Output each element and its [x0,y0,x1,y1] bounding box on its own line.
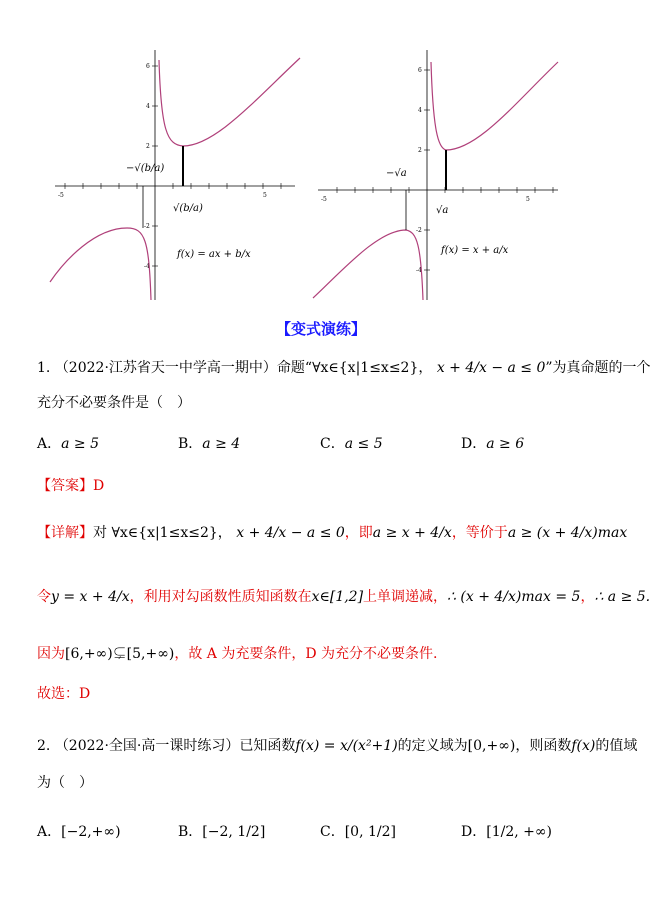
q2-stem-e: ，则函数 [515,738,572,754]
q1-stem-b: x + 4/x − a ≤ 0 [436,360,546,376]
option-text: a ≥ 6 [486,436,525,452]
detail-l1-b: x + 4/x − a ≤ 0 [236,525,345,541]
pos-root-label: √(b/a) [173,203,203,214]
tick-label-y-neg2: -2 [416,227,422,234]
option-label: B． [178,824,203,840]
tick-label-x-pos: 5 [263,192,267,199]
option-text: a ≥ 4 [202,436,241,452]
tick-label-y6: 6 [146,63,150,70]
q2-stem-a: 已知函数 [239,738,296,754]
q1-stem-c: ”为真命题的一个 [545,360,651,376]
detail-l1-e: ，等价于 [451,525,508,541]
option-label: A． [37,436,62,452]
q1-source: （2022·江苏省天一中学高一期中） [54,360,277,376]
tick-label-y4: 4 [146,103,150,110]
q1-option-a [37,433,99,453]
q2-option-d [461,821,552,841]
q1-conclusion: 故选：D [37,686,91,702]
q2-stem-c: 的定义域为 [397,738,468,754]
detail-tag: 【详解】 [37,525,93,541]
detail-l2-h: ∴ a ≥ 5. [594,589,651,605]
detail-l2-e: 上单调递减， [363,589,448,605]
q2-stem-f: f(x) [571,738,596,754]
q2-option-b [178,821,265,841]
graph-left [55,50,305,300]
q2-stem-b: f(x) = x/(x²+1) [295,738,398,754]
q2-number: 2. [37,738,51,754]
tick-label-y2: 2 [418,147,422,154]
curve-branch-positive [431,62,558,150]
q2-stem-line2: 为（ ） [37,775,93,791]
tick-label-y-neg2: -2 [144,223,150,230]
detail-l2-b: y = x + 4/x [51,589,130,605]
tick-label-y-neg4: -4 [144,263,150,270]
answer-tag: 【答案】 [37,478,93,494]
q2-option-c [320,821,396,841]
option-label: D． [461,436,487,452]
detail-l3-c: ，故 A 为充要条件，D 为充分不必要条件. [174,646,438,662]
q1-stem-line1 [37,357,651,377]
detail-l3-b: [6,+∞)⊊[5,+∞) [65,646,175,662]
option-label: D． [461,824,487,840]
curve-branch-negative [50,228,151,300]
formula-label: f(x) = ax + b/x [177,249,251,260]
option-text: [1/2, +∞) [486,824,552,840]
tick-label-y6: 6 [418,67,422,74]
q1-detail-line1 [37,522,627,542]
detail-l1-d: a ≥ x + 4/x [372,525,452,541]
option-text: a ≥ 5 [61,436,100,452]
detail-l1-c: ，即 [344,525,373,541]
detail-l1-a: 对 ∀x∈{x|1≤x≤2}， [93,525,232,541]
graph-right-svg [318,50,568,300]
option-label: C． [320,824,345,840]
option-label: C． [320,436,345,452]
option-label: B． [178,436,203,452]
formula-label: f(x) = x + a/x [441,245,509,256]
tick-label-y2: 2 [146,143,150,150]
option-label: A． [37,824,62,840]
neg-root-label: −√a [386,168,407,179]
q1-detail-line3 [37,643,438,663]
q2-option-a [37,821,121,841]
q1-stem-a: 命题“∀x∈{x|1≤x≤2}， [276,360,433,376]
detail-l1-f: a ≥ (x + 4/x)max [507,525,628,541]
pos-root-label: √a [436,205,449,216]
detail-l2-a: 令 [37,589,51,605]
option-text: [−2,+∞) [61,824,121,840]
detail-l3-a: 因为 [37,646,65,662]
q1-number: 1. [37,360,51,376]
graph-right [318,50,568,300]
curve-branch-negative [313,230,423,300]
q2-source: （2022·全国·高一课时练习） [54,738,240,754]
detail-l2-c: ，利用对勾函数性质知函数在 [129,589,312,605]
q2-stem-d: [0,+∞) [467,738,516,754]
detail-l2-f: ∴ (x + 4/x)max = 5 [447,589,581,605]
neg-root-label: −√(b/a) [126,163,165,174]
q1-answer [37,475,104,495]
q1-stem-line2: 充分不必要条件是（ ） [37,395,191,411]
tick-label-y4: 4 [418,107,422,114]
q1-option-d [461,433,524,453]
detail-l2-d: x∈[1,2] [311,589,364,605]
answer-value: D [93,478,105,494]
q2-stem-g: 的值域 [595,738,638,754]
detail-l2-g: ， [580,589,595,605]
option-text: [−2, 1/2] [202,824,266,840]
tick-label-y-neg4: -4 [416,267,422,274]
q2-stem-line1 [37,735,637,755]
curve-branch-positive [159,58,300,146]
option-text: [0, 1/2] [344,824,396,840]
q1-option-b [178,433,240,453]
graph-left-svg [55,50,305,300]
q1-option-c [320,433,383,453]
q1-detail-line2 [37,586,650,606]
section-title: 【变式演练】 [275,320,366,338]
tick-label-x-pos: 5 [526,196,530,203]
option-text: a ≤ 5 [344,436,383,452]
tick-label-x-neg: -5 [321,196,327,203]
tick-label-x-neg: -5 [58,192,64,199]
